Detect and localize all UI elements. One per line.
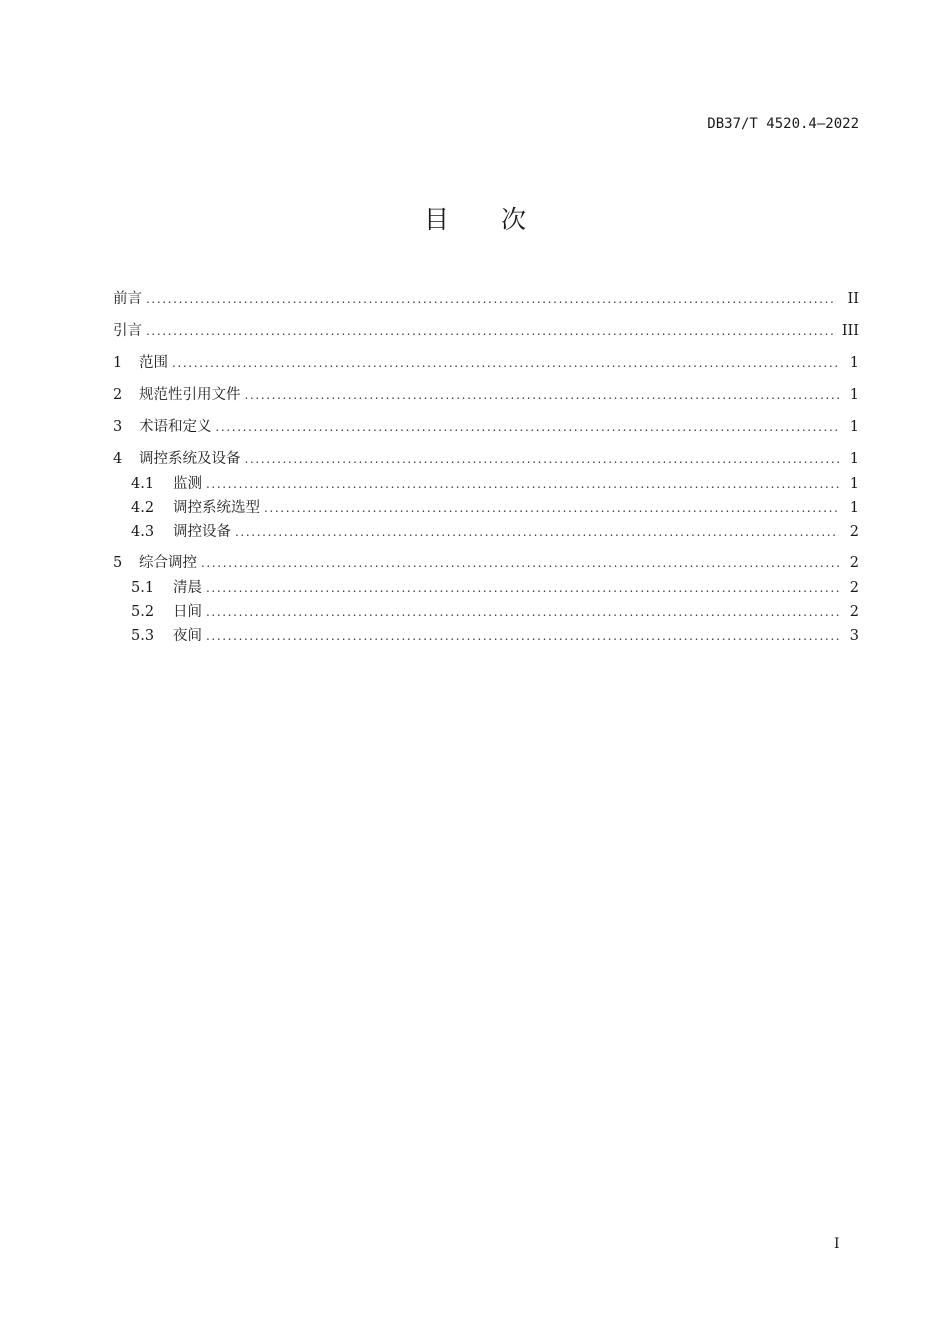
toc-entry-number: 4.2 [131,500,155,516]
toc-page-number: II [847,291,859,307]
toc-entry-label: 范围 [139,355,168,371]
toc-entry-control-equipment[interactable] [131,522,859,542]
toc-leader-dots [264,498,839,518]
toc-leader-dots [245,449,840,469]
toc-leader-dots [206,578,839,598]
toc-page-number: 2 [849,580,859,596]
toc-page-number: 2 [849,555,859,571]
title-char-2: 次 [501,205,527,234]
toc-leader-dots [201,553,839,573]
toc-entry-label: 术语和定义 [139,419,212,435]
toc-entry-number: 5 [113,555,123,571]
toc-page-number: 1 [849,419,859,435]
title-char-1: 目 [423,205,449,234]
toc-entry-introduction[interactable] [113,321,859,341]
document-code: DB37/T 4520.4—2022 [707,116,859,132]
toc-entry-system-selection[interactable] [131,498,859,518]
toc-entry-number: 4 [113,451,123,467]
toc-leader-dots [146,289,839,309]
toc-leader-dots [206,626,839,646]
toc-entry-early-morning[interactable] [131,578,859,598]
toc-leader-dots [206,474,839,494]
toc-entry-label: 综合调控 [139,555,197,571]
toc-page-number: 2 [849,604,859,620]
toc-page-number: 1 [849,500,859,516]
toc-entry-label: 夜间 [173,628,202,644]
toc-entry-terms-definitions[interactable] [113,417,859,437]
toc-leader-dots [235,522,839,542]
toc-entry-label: 调控系统选型 [173,500,260,516]
toc-page-number: 1 [849,476,859,492]
toc-page-number: 3 [849,628,859,644]
toc-entry-number: 1 [113,355,123,371]
toc-entry-label: 规范性引用文件 [139,387,241,403]
toc-page-number: 1 [849,387,859,403]
toc-entry-nighttime[interactable] [131,626,859,646]
toc-entry-integrated-control[interactable] [113,553,859,573]
toc-entry-label: 调控设备 [173,524,231,540]
toc-entry-label: 清晨 [173,580,202,596]
toc-entry-number: 5.1 [131,580,155,596]
toc-entry-number: 3 [113,419,123,435]
toc-entry-control-system-equipment[interactable] [113,449,859,469]
toc-entry-label: 监测 [173,476,202,492]
toc-entry-normative-references[interactable] [113,385,859,405]
page-number: I [834,1236,840,1252]
toc-entry-foreword[interactable] [113,289,859,309]
toc-entry-daytime[interactable] [131,602,859,622]
toc-entry-label: 调控系统及设备 [139,451,241,467]
toc-entry-number: 4.3 [131,524,155,540]
toc-leader-dots [172,353,839,373]
toc-entry-label: 前言 [113,291,142,307]
toc-entry-number: 4.1 [131,476,155,492]
toc-leader-dots [146,321,836,341]
toc-entry-scope[interactable] [113,353,859,373]
toc-page-number: 1 [849,451,859,467]
toc-entry-number: 5.2 [131,604,155,620]
toc-entry-monitoring[interactable] [131,474,859,494]
toc-leader-dots [206,602,839,622]
toc-entry-number: 5.3 [131,628,155,644]
toc-leader-dots [216,417,840,437]
toc-page-number: 2 [849,524,859,540]
toc-page-number: III [841,323,859,339]
toc-entry-number: 2 [113,387,123,403]
toc-entry-label: 引言 [113,323,142,339]
toc-leader-dots [245,385,840,405]
page-title [0,200,950,236]
toc-page-number: 1 [849,355,859,371]
toc-entry-label: 日间 [173,604,202,620]
